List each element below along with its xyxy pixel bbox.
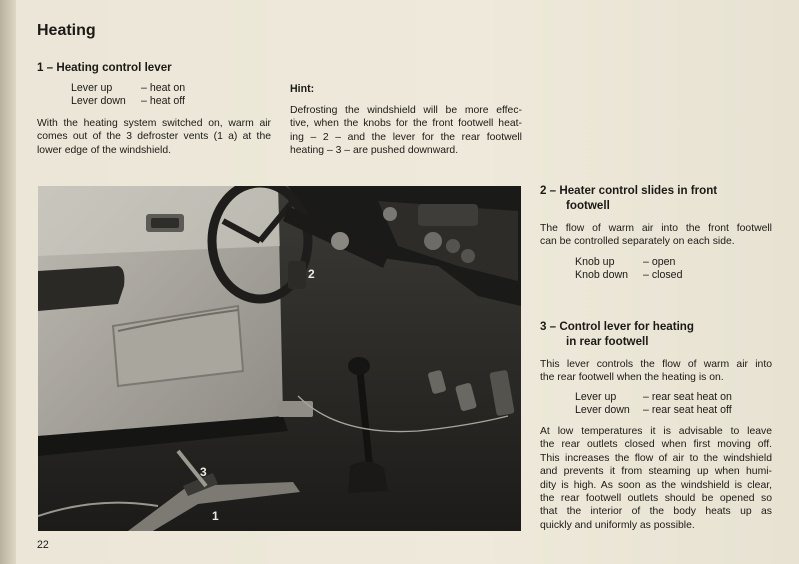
section-3-body (540, 358, 772, 385)
section-2-settings (575, 256, 682, 283)
body-line: the rear outlets closed when first moving off. (540, 439, 772, 451)
body-line: can be controlled separately on each side. (540, 236, 735, 248)
page-binding (0, 0, 16, 564)
setting-row (71, 82, 185, 95)
setting-value: – heat on (141, 82, 186, 94)
setting-value: – rear seat heat off (643, 404, 732, 417)
section-1-body (37, 117, 271, 157)
body-line: quickly and uniformly as possible. (540, 519, 695, 531)
section-1-settings (71, 82, 185, 109)
setting-row (575, 269, 682, 282)
setting-label: Lever up (575, 391, 617, 403)
body-line: At low temperatures it is advisable to leave (540, 426, 772, 437)
page-number: 22 (37, 539, 49, 551)
heading-line: footwell (566, 199, 610, 212)
callout-3: 3 (200, 465, 207, 479)
section-3-heading (540, 319, 694, 349)
body-line: The flow of warm air into the front footwell (540, 223, 772, 234)
body-line: ing – 2 – and the lever for the rear footwell (290, 131, 522, 143)
hint-heading: Hint: (290, 83, 315, 95)
setting-label: Knob up (575, 256, 615, 268)
callout-1: 1 (212, 509, 219, 523)
setting-row (575, 256, 682, 269)
page-title: Heating (37, 22, 96, 39)
setting-row (575, 391, 732, 404)
body-line: tive, when the knobs for the front footwell heat- (290, 118, 522, 130)
body-line: that the interior of the body heats up as (540, 506, 772, 518)
interior-photo (38, 186, 521, 531)
body-line: the rear footwell when the heating is on. (540, 372, 724, 384)
setting-value: – rear seat heat on (643, 391, 732, 403)
setting-label: Lever down (71, 95, 126, 108)
setting-row (71, 95, 185, 108)
body-line: dity is high. As soon as the windshield is clear, (540, 479, 772, 491)
setting-label: Lever down (575, 404, 630, 417)
setting-label: Lever up (71, 82, 113, 94)
body-line: and prevents it from steaming up when humi- (540, 466, 772, 478)
body-line: comes out of the 3 defroster vents (1 a) at the (37, 131, 271, 143)
body-line: With the heating system switched on, warm air (37, 118, 271, 129)
setting-value: – closed (643, 269, 683, 282)
setting-row (575, 404, 732, 417)
hint-body (290, 104, 522, 158)
section-1-heading: 1 – Heating control lever (37, 61, 172, 74)
body-line: the rear footwell outlets should be opened so (540, 493, 772, 505)
body-line: Defrosting the windshield will be more effec- (290, 105, 522, 116)
heading-line: 3 – Control lever for heating (540, 320, 694, 333)
body-line: lower edge of the windshield. (37, 144, 172, 156)
callout-2: 2 (308, 267, 315, 281)
setting-label: Knob down (575, 269, 629, 282)
body-line: heating – 3 – are pushed downward. (290, 145, 459, 157)
heading-line: 2 – Heater control slides in front (540, 184, 718, 197)
section-2-heading (540, 183, 717, 213)
heading-line: in rear footwell (566, 335, 649, 348)
section-3-body-2 (540, 425, 772, 532)
section-3-settings (575, 391, 732, 418)
setting-value: – heat off (141, 95, 185, 108)
body-line: This increases the flow of air to the windshield (540, 452, 772, 464)
setting-value: – open (643, 256, 676, 268)
section-2-body (540, 222, 772, 249)
body-line: This lever controls the flow of warm air into (540, 359, 772, 370)
car-interior-illustration (38, 186, 521, 531)
